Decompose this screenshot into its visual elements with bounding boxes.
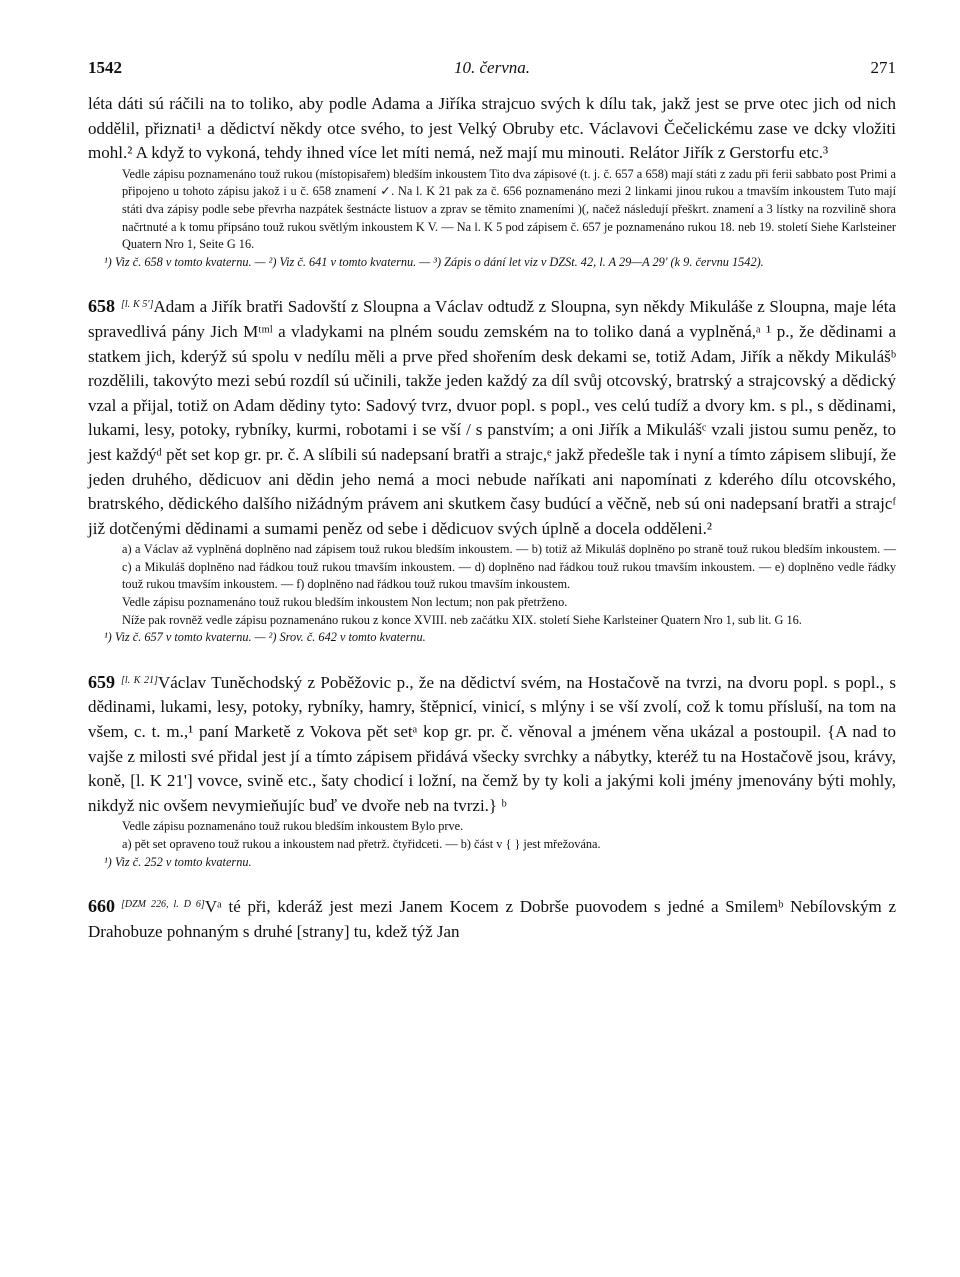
footnotes: ¹) Viz č. 252 v tomto kvaternu.: [104, 854, 252, 869]
folio-ref: [DZM 226, l. D 6]: [121, 899, 205, 911]
entry-text: Vᵃ té při, kderáž jest mezi Janem Kocem z Dobrše puovodem s jedné a Smilemᵇ Nebílovským z Drahobuze pohnaným s druhé [strany] tu, kdež týž Jan: [88, 897, 896, 941]
intro-note: Vedle zápisu poznamenáno touž rukou (místopisařem) bledším inkoustem Tito dva zápisové (t. j. č. 657 a 658) mají státi z zadu při ferii sabbato post Primi a připojeno u tohoto zápisu jakož i u č. 658 znamení ✓. Na l. K 21 pak za č. 656 poznamenáno mezi 2 linkami jinou rukou a tmavším inkoustem Tuto mají státi dva zápisy podle sebe převrha nazpátek šestnácte listuov a zprav se těmito znameními )(, načež následují přeškrt. znamení a 3 lístky na rozvilině shora načrtnuté a k tomu připsáno touž rukou světlým inkoustem K V. — Na l. K 5 pod zápisem č. 657 je poznamenáno rukou 18. neb 19. století Siehe Karlsteiner Quatern Nro 1, Seite G 16.: [122, 166, 896, 252]
margin-note: Vedle zápisu poznamenáno touž rukou bledším inkoustem Non lectum; non pak přetrženo.: [122, 595, 568, 610]
entry-660: [88, 893, 896, 944]
margin-note: Níže pak rovněž vedle zápisu poznamenáno rukou z konce XVIII. neb začátku XIX. století Siehe Karlsteiner Quatern Nro 1, sub lit. G 16.: [122, 612, 802, 627]
entry-text: Václav Tuněchodský z Poběžovic p., že na dědictví svém, na Hostačově na tvrzi, na dvoru popl. s popl., s dědinami, lukami, lesy, potoky, rybníky, hamry, štěpnicí, vinicí, s mlýny i se vší zvolí, což k tomu přísluší, na tom na všem, c. t. m.,¹ paní Marketě z Vokova pět setᵃ kop gr. pr. č. věnoval a jménem věna ukázal a postoupil. {A nad to vajše z milosti své přidal jest jí a tímto zápisem přidává všecky svrchky a nábytky, kteréž tu na Hostačově jsou, krávy, koně, [l. K 21'] vovce, svině etc., šaty chodicí i ložní, na čemž by ty koli a jakými koli jmény jmenovány býti mohly, nikdyž nic ovšem nevymieňujíc buď ve dvoře neb na tvrzi.} ᵇ: [88, 672, 897, 815]
variant-notes: a) pět set opraveno touž rukou a inkoustem nad přetrž. čtyřidceti. — b) část v { } jest mřežována.: [122, 837, 601, 851]
intro-section: [88, 92, 896, 271]
intro-footnotes: ¹) Viz č. 658 v tomto kvaternu. — ²) Viz č. 641 v tomto kvaternu. — ³) Zápis o dání let viz v DZSt. 42, l. A 29—A 29' (k 9. červnu 1542).: [104, 254, 764, 269]
variant-notes: a) a Václav až vyplněná doplněno nad zápisem touž rukou bledším inkoustem. — b) totiž až Mikuláš doplněno po straně touž rukou bledším inkoustem. — c) a Mikuláš doplněno nad řádkou touž rukou tmavším inkoustem. — d) doplněno nad řádkou touž rukou tmavším inkoustem. — e) doplněno vedle řádky touž rukou tmavším inkoustem. — f) doplněno nad řádkou touž rukou tmavším inkoustem.: [122, 542, 896, 592]
entry-text: Adam a Jiřík bratři Sadovští z Sloupna a Václav odtudž z Sloupna, syn někdy Mikuláše z Sloupna, maje léta spravedlivá pány Jich Mᵗᵐˡ a vladykami na plném soudu zemském na to toliko daná a vyplněná,ᵃ ¹ p., že dědinami a statkem jich, kderýž sú spolu v nedílu měli a prve před shořením desk dekami se, totiž Adam, Jiřík a někdy Mikulášᵇ rozdělili, takovýto mezi sebú rozdíl sú učinili, takže jeden každý za díl svůj otcovský, bratrský a strajcovský a dědický vzal a přijal, totiž on Adam dědiny tyto: Sadový tvrz, dvuor popl. s popl., ves celú tudíž a dvory km. s pl., s dědinami, lukami, lesy, potoky, rybníky, kurmi, robotami i se vší / s panstvím; a oni Jiřík a Mikulášᶜ vzali jistou sumu peněz, to jest každýᵈ pět set kop gr. pr. č. A slíbili sú nadepsaní bratři a strajc,ᵉ jakž předešle tak i nyní a tímto zápisem slibují, že jeden druhého, dědicuov ani dědin jeho nemá a moci nebude naříkati ani napomínati z kderého dílu otcovského, bratrského, dědického dalšího nižádným právem ani skutkem časy budúcí a věčně, neb sú oni nadepsaní bratři a strajcᶠ již dotčenými dědinami a sumami peněz od sebe i dědicuov svých úplně a docela odděleni.²: [88, 297, 896, 538]
entry-658: [88, 293, 896, 647]
page-number: 271: [870, 58, 896, 77]
intro-text: léta dáti sú ráčili na to toliko, aby podle Adama a Jiříka strajcuo svých k dílu tak, jakž jest se prve otec jich od nich oddělil, přiznati¹ a dědictví někdy otce svého, to jest Velký Obruby etc. Václavovi Čečelickému zase ve dcky vložiti mohl.² A když to vykoná, tehdy ihned více let míti nemá, než mají mu minouti. Relátor Jiřík z Gerstorfu etc.³: [88, 94, 896, 163]
year-label: 1542: [88, 58, 122, 77]
entry-number: 658: [88, 296, 115, 317]
document-page: [88, 58, 896, 944]
date-label: 10. června.: [453, 58, 530, 77]
running-header: [88, 58, 896, 92]
folio-ref: [l. K 21]: [121, 674, 158, 686]
folio-ref: [l. K 5']: [121, 299, 154, 311]
margin-note: Vedle zápisu poznamenáno touž rukou bledším inkoustem Bylo prve.: [122, 819, 464, 834]
entry-659: [88, 669, 896, 871]
entry-number: 659: [88, 671, 115, 692]
footnotes: ¹) Viz č. 657 v tomto kvaternu. — ²) Srov. č. 642 v tomto kvaternu.: [104, 630, 426, 645]
entry-number: 660: [88, 896, 115, 917]
